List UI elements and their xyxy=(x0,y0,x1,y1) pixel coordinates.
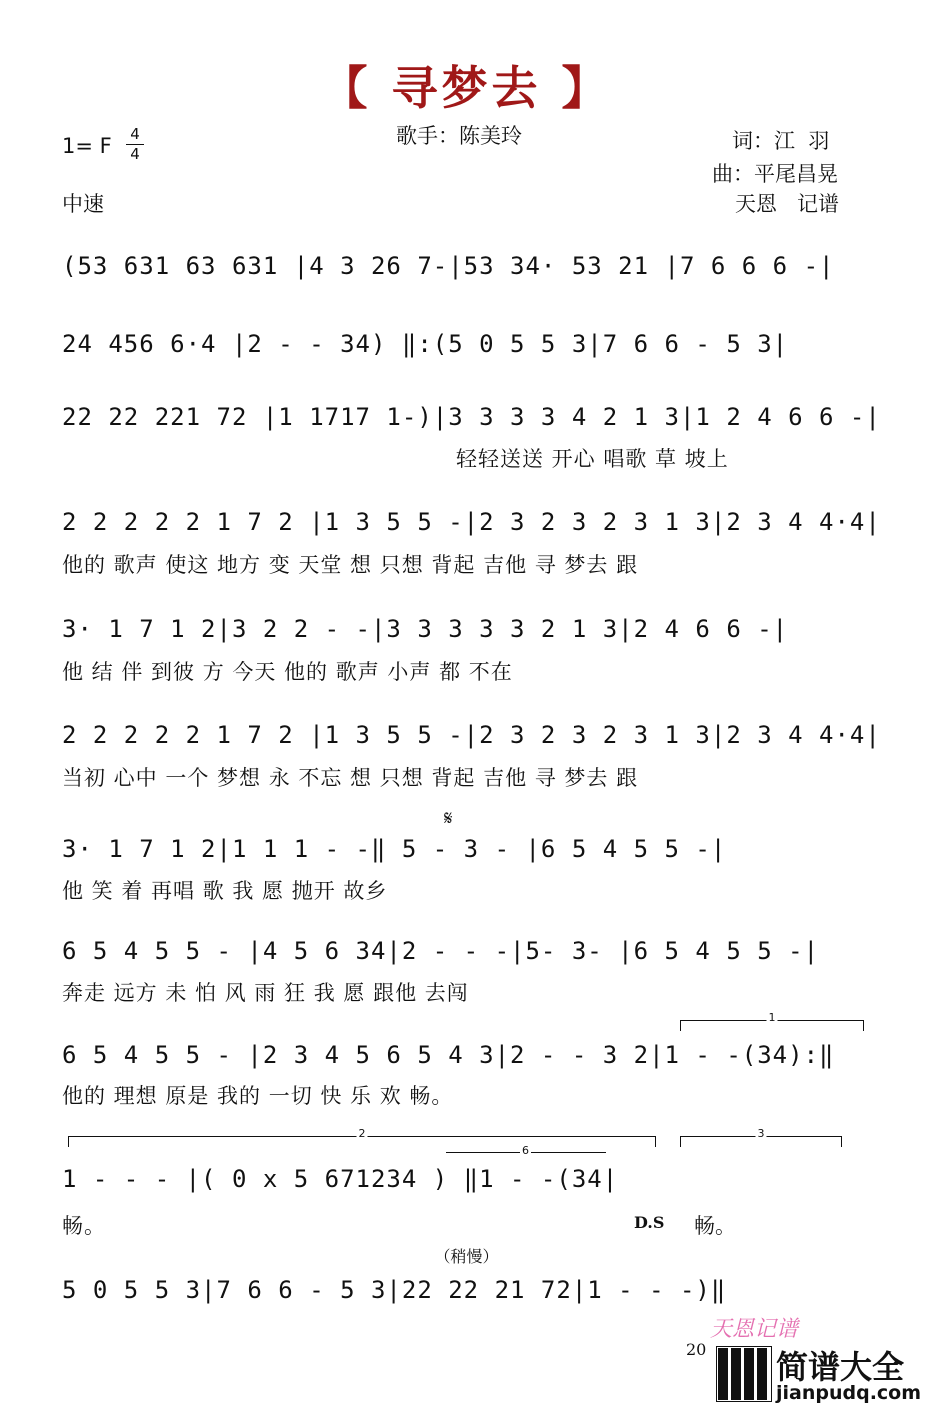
segno-sign: 𝄋 xyxy=(444,806,453,830)
lyric-line-9: 他的 理想 原是 我的 一切 快 乐 欢 畅。 xyxy=(62,1084,454,1108)
lyricist-credit: 词：江 羽 xyxy=(732,129,830,153)
lyric-line-3: 轻轻送送 开心 唱歌 草 坡上 xyxy=(456,447,729,471)
second-ending-bracket xyxy=(68,1127,656,1147)
lyric-line-10: 畅。 xyxy=(62,1214,106,1238)
third-ending-number: 3 xyxy=(757,1127,765,1140)
lyric-line-4: 他的 歌声 使这 地方 变 天堂 想 只想 背起 吉他 寻 梦去 跟 xyxy=(62,553,639,577)
ds-lyric: 畅。 xyxy=(694,1214,736,1238)
lyric-line-8: 奔走 远方 未 怕 风 雨 狂 我 愿 跟他 去闯 xyxy=(62,981,469,1005)
music-line-11: 5 0 5 5 3|7 6 6 - 5 3|22 22 21 72|1 - - -)‖ xyxy=(62,1276,727,1304)
music-line-4: 2 2 2 2 2 1 7 2 |1 3 5 5 -|2 3 2 3 2 3 1 3|2 3 4 4·4| xyxy=(62,508,881,536)
site-name: 简谱大全 xyxy=(776,1348,905,1386)
lyric-line-6: 当初 心中 一个 梦想 永 不忘 想 只想 背起 吉他 寻 梦去 跟 xyxy=(62,766,639,790)
singer-credit: 歌手：陈美玲 xyxy=(396,124,522,148)
key-signature: 1= F xyxy=(62,134,112,158)
piano-keys-icon xyxy=(716,1346,772,1402)
site-url: jianpudq.com xyxy=(776,1382,922,1404)
music-line-6: 2 2 2 2 2 1 7 2 |1 3 5 5 -|2 3 2 3 2 3 1 3|2 3 4 4·4| xyxy=(62,721,881,749)
time-signature xyxy=(126,126,144,163)
music-line-1: (53 631 63 631 |4 3 26 7-|53 34· 53 21 |7 6 6 6 -| xyxy=(62,252,835,280)
tempo-marking: 中速 xyxy=(62,192,104,216)
second-ending-number: 2 xyxy=(358,1127,366,1140)
transcriber-watermark: 天恩记谱 xyxy=(710,1317,799,1342)
composer-credit: 曲：平尾昌晃 xyxy=(712,162,838,186)
first-ending-number: 1 xyxy=(768,1011,776,1024)
time-sig-top: 4 xyxy=(130,125,140,143)
music-line-9: 6 5 4 5 5 - |2 3 4 5 6 5 4 3|2 - - 3 2|1 - -(34):‖ xyxy=(62,1041,835,1069)
transcriber-credit: 天恩 记谱 xyxy=(735,192,840,216)
music-line-8: 6 5 4 5 5 - |4 5 6 34|2 - - -|5- 3- |6 5 4 5 5 -| xyxy=(62,937,820,965)
music-line-3: 22 22 221 72 |1 1717 1-)|3 3 3 3 4 2 1 3|1 2 4 6 6 -| xyxy=(62,403,881,431)
slower-marking: （稍慢） xyxy=(434,1247,499,1266)
ds-marking: D.S xyxy=(634,1213,665,1232)
music-line-7: 3· 1 7 1 2|1 1 1 - -‖ 5 - 3 - |6 5 4 5 5 -| xyxy=(62,835,727,863)
site-logo xyxy=(716,1342,926,1408)
page-number: 20 xyxy=(686,1340,707,1359)
first-ending-bracket xyxy=(680,1011,864,1031)
lyric-line-7: 他 笑 着 再唱 歌 我 愿 抛开 故乡 xyxy=(62,879,388,903)
third-ending-bracket xyxy=(680,1127,842,1147)
time-sig-bottom: 4 xyxy=(130,145,140,163)
music-line-10: 1 - - - |( 0 x 5 671234 ) ‖1 - -(34| xyxy=(62,1165,619,1193)
song-title: 【 寻梦去 】 xyxy=(321,61,612,115)
lyric-line-5: 他 结 伴 到彼 方 今天 他的 歌声 小声 都 不在 xyxy=(62,660,513,684)
tuplet-number: 6 xyxy=(522,1144,529,1157)
music-line-2: 24 456 6·4 |2 - - 34) ‖:(5 0 5 5 3|7 6 6 - 5 3| xyxy=(62,330,789,358)
music-line-5: 3· 1 7 1 2|3 2 2 - -|3 3 3 3 3 2 1 3|2 4 6 6 -| xyxy=(62,615,789,643)
